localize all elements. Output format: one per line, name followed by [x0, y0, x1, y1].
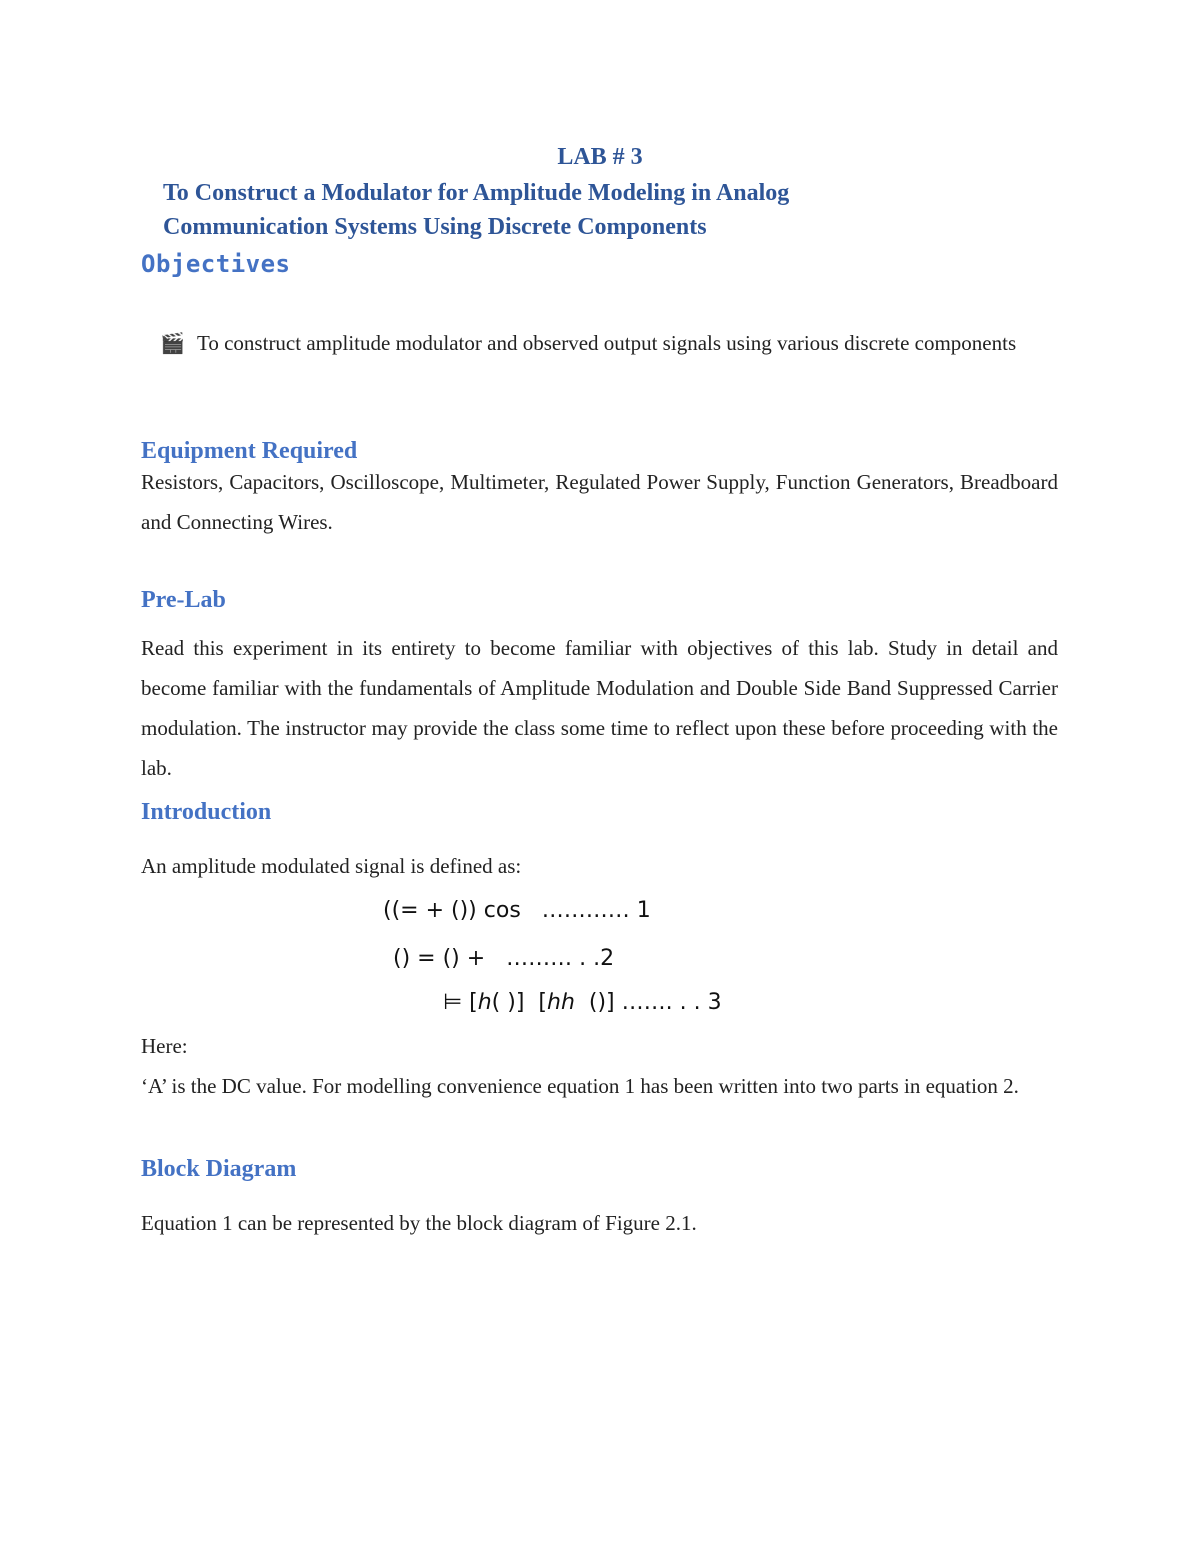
introduction-text: An amplitude modulated signal is defined as:: [141, 854, 522, 878]
lab-title-line-1: To Construct a Modulator for Amplitude Modeling in Analog: [163, 180, 790, 206]
lab-title-line-2: Communication Systems Using Discrete Components: [163, 214, 707, 240]
objectives-bullet-text: To construct amplitude modulator and observed output signals using various discrete components: [197, 331, 1017, 355]
clapperboard-icon: 🎬: [160, 333, 185, 355]
equipment-heading: Equipment Required: [141, 438, 358, 464]
block-diagram-heading: Block Diagram: [141, 1156, 297, 1182]
prelab-heading: Pre-Lab: [141, 587, 226, 613]
equipment-text: Resistors, Capacitors, Oscilloscope, Multimeter, Regulated Power Supply, Function Generators, Breadboard and Connecting Wires.: [141, 470, 1058, 534]
introduction-heading: Introduction: [141, 799, 272, 825]
dc-value-explanation: ‘A’ is the DC value. For modelling convenience equation 1 has been written into two parts in equation 2.: [141, 1074, 1019, 1098]
equation-3: ⊨ [ℎ( )] [ℎℎ ()] ……. . . 3: [443, 990, 722, 1015]
equation-1: ((= + ()) cos ………… 1: [383, 898, 651, 923]
prelab-text: Read this experiment in its entirety to become familiar with objectives of this lab. Study in detail and become familiar with the fundamentals of Amplitude Modulation and Double Side Band Suppressed Carrier modulation. The instructor may provide the class some time to reflect upon these before proceeding with the lab.: [141, 636, 1058, 780]
objectives-heading: Objectives: [141, 250, 291, 278]
here-label: Here:: [141, 1034, 188, 1058]
block-diagram-text: Equation 1 can be represented by the block diagram of Figure 2.1.: [141, 1211, 697, 1235]
lab-number-title: LAB # 3: [557, 144, 643, 170]
equation-2: () = () + ……… . .2: [393, 946, 615, 971]
